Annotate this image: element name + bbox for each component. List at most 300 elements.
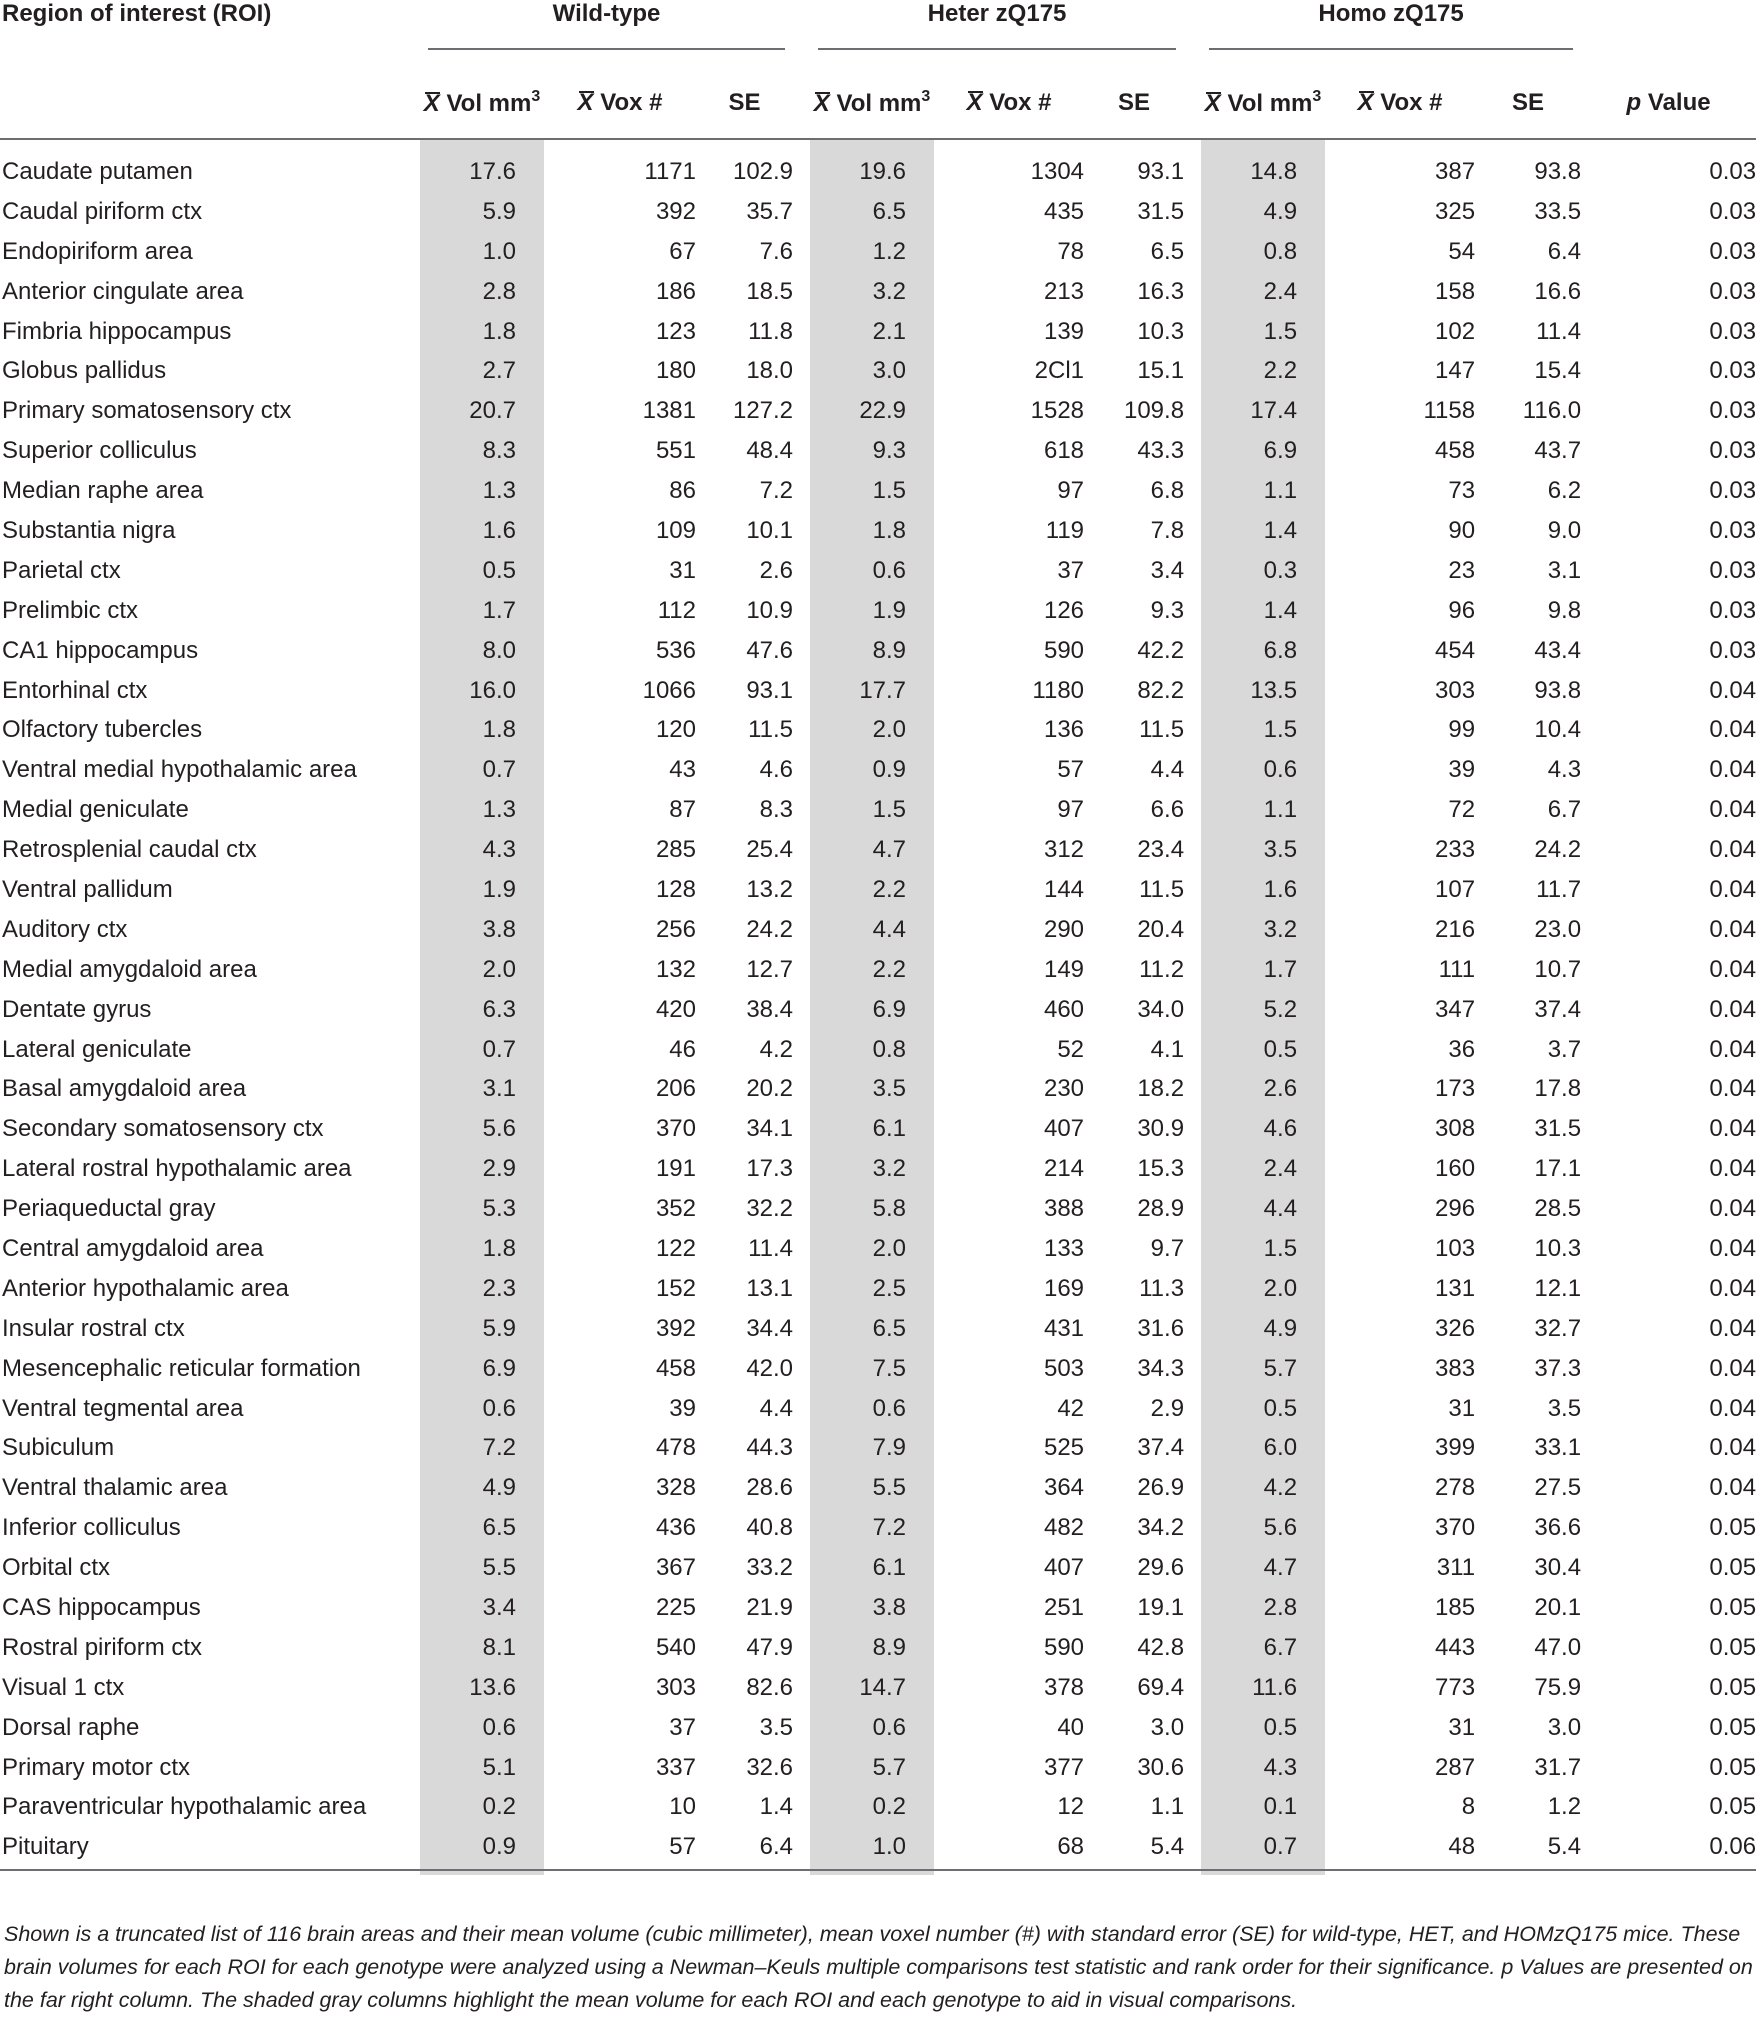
p-value-cell: 0.04 bbox=[1709, 1434, 1756, 1462]
wt-mean-vox-cell: 57 bbox=[669, 1833, 696, 1861]
het-mean-vol-cell: 1.8 bbox=[810, 511, 934, 551]
wt-se-cell: 32.6 bbox=[746, 1753, 794, 1781]
het-mean-vol-cell: 4.7 bbox=[810, 830, 934, 870]
wt-mean-vol-cell: 0.6 bbox=[420, 1389, 544, 1429]
het-mean-vol-cell: 2.1 bbox=[810, 312, 934, 352]
het-se-cell: 42.8 bbox=[1137, 1633, 1185, 1661]
het-mean-vox-cell: 2Cl1 bbox=[1034, 357, 1085, 385]
hom-se-cell: 33.1 bbox=[1534, 1434, 1582, 1462]
roi-name-cell: Basal amygdaloid area bbox=[2, 1075, 247, 1103]
p-value-cell: 0.04 bbox=[1709, 1155, 1756, 1183]
hom-mean-vol-cell: 6.7 bbox=[1201, 1628, 1325, 1668]
het-mean-vox-cell: 144 bbox=[1043, 875, 1085, 903]
wt-se-cell: 18.5 bbox=[746, 277, 794, 305]
hom-mean-vol-cell: 4.9 bbox=[1201, 1309, 1325, 1349]
hom-se-cell: 75.9 bbox=[1534, 1673, 1582, 1701]
het-mean-vox-cell: 1304 bbox=[1030, 157, 1085, 185]
het-mean-vox-cell: 230 bbox=[1043, 1075, 1085, 1103]
hom-mean-vox-cell: 31 bbox=[1448, 1713, 1476, 1741]
table-caption: Shown is a truncated list of 116 brain areas and their mean volume (cubic millimeter), mean voxel number (#) with standard error (SE) for wild-type, HET, and HOMzQ175 mice. These brain volumes for each ROI for each genotype were analyzed using a Newman–Keuls multiple comparisons test statistic and rank order for their significance. p Values are presented on the far right column. The shaded gray columns highlight the mean volume for each ROI and each genotype to aid in visual comparisons. bbox=[4, 1921, 1753, 2012]
hom-mean-vol-cell: 13.5 bbox=[1201, 671, 1325, 711]
roi-name-cell: Dorsal raphe bbox=[2, 1713, 140, 1741]
hom-mean-vox-cell: 48 bbox=[1448, 1833, 1476, 1861]
het-se-cell: 1.1 bbox=[1150, 1793, 1185, 1821]
table-bottom-rule bbox=[0, 1869, 1756, 1871]
p-value-cell: 0.04 bbox=[1709, 955, 1756, 983]
het-mean-vox-cell: 290 bbox=[1043, 915, 1085, 943]
mean-vol-header-wild-type bbox=[420, 68, 544, 139]
het-mean-vol-cell: 1.9 bbox=[810, 591, 934, 631]
het-mean-vox-cell: 312 bbox=[1043, 836, 1085, 864]
het-se-cell: 43.3 bbox=[1137, 437, 1185, 465]
roi-name-cell: Medial amygdaloid area bbox=[2, 955, 257, 983]
wt-mean-vox-cell: 112 bbox=[657, 596, 696, 624]
p-value-cell: 0.03 bbox=[1709, 596, 1756, 624]
group-header-row bbox=[0, 0, 1756, 68]
hom-mean-vox-cell: 102 bbox=[1435, 317, 1476, 345]
het-se-cell: 28.9 bbox=[1137, 1195, 1185, 1223]
het-se-cell: 11.3 bbox=[1139, 1274, 1185, 1302]
hom-se-cell: 1.2 bbox=[1547, 1793, 1582, 1821]
het-mean-vol-cell: 2.0 bbox=[810, 1229, 934, 1269]
het-mean-vox-cell: 407 bbox=[1043, 1115, 1085, 1143]
het-mean-vox-cell: 42 bbox=[1057, 1394, 1085, 1422]
het-mean-vol-cell: 1.2 bbox=[810, 232, 934, 272]
roi-name-cell: Auditory ctx bbox=[2, 915, 128, 943]
table-row bbox=[0, 1030, 1756, 1070]
het-mean-vol-cell: 3.2 bbox=[810, 272, 934, 312]
wt-se-cell: 28.6 bbox=[746, 1474, 794, 1502]
wt-mean-vox-cell: 191 bbox=[655, 1155, 696, 1183]
het-mean-vox-cell: 590 bbox=[1043, 636, 1085, 664]
hom-mean-vol-cell: 1.4 bbox=[1201, 591, 1325, 631]
table-row bbox=[0, 830, 1756, 870]
hom-mean-vol-cell: 17.4 bbox=[1201, 391, 1325, 431]
hom-mean-vox-cell: 458 bbox=[1435, 437, 1476, 465]
het-mean-vox-cell: 1528 bbox=[1030, 397, 1085, 425]
wt-mean-vol-cell: 2.9 bbox=[420, 1149, 544, 1189]
value-label: Value bbox=[1641, 89, 1711, 116]
hom-se-cell: 10.7 bbox=[1534, 955, 1582, 983]
het-mean-vox-cell: 169 bbox=[1043, 1274, 1085, 1302]
hom-mean-vol-cell: 1.1 bbox=[1201, 471, 1325, 511]
hom-mean-vox-cell: 99 bbox=[1448, 716, 1476, 744]
hom-mean-vox-cell: 326 bbox=[1435, 1314, 1476, 1342]
wt-se-cell: 10.9 bbox=[746, 596, 794, 624]
het-mean-vol-cell: 6.1 bbox=[810, 1109, 934, 1149]
het-mean-vox-cell: 214 bbox=[1043, 1155, 1085, 1183]
p-italic-label: p bbox=[1626, 89, 1642, 116]
het-mean-vox-cell: 435 bbox=[1043, 197, 1085, 225]
het-mean-vox-cell: 482 bbox=[1043, 1514, 1085, 1542]
wt-mean-vol-cell: 4.9 bbox=[420, 1468, 544, 1508]
mean-vox-header-homo-zq175 bbox=[1325, 68, 1475, 139]
p-value-cell: 0.04 bbox=[1709, 676, 1756, 704]
hom-mean-vol-cell: 0.5 bbox=[1201, 1030, 1325, 1070]
vox-label: Vox # bbox=[1380, 89, 1443, 116]
p-value-cell: 0.05 bbox=[1709, 1673, 1756, 1701]
wt-se-cell: 12.7 bbox=[746, 955, 794, 983]
wt-mean-vol-cell: 3.4 bbox=[420, 1588, 544, 1628]
hom-mean-vol-cell: 4.7 bbox=[1201, 1548, 1325, 1588]
het-se-cell: 34.3 bbox=[1137, 1354, 1185, 1382]
wt-mean-vol-cell: 6.9 bbox=[420, 1349, 544, 1389]
hom-mean-vox-cell: 72 bbox=[1448, 796, 1476, 824]
het-se-cell: 31.5 bbox=[1137, 197, 1185, 225]
het-se-cell: 82.2 bbox=[1137, 676, 1185, 704]
hom-se-cell: 24.2 bbox=[1534, 836, 1582, 864]
hom-mean-vox-cell: 131 bbox=[1435, 1274, 1476, 1302]
hom-mean-vox-cell: 147 bbox=[1435, 357, 1476, 385]
hom-mean-vox-cell: 23 bbox=[1448, 556, 1476, 584]
wt-mean-vol-cell: 2.8 bbox=[420, 272, 544, 312]
roi-name-cell: Entorhinal ctx bbox=[2, 676, 148, 704]
hom-se-cell: 116.0 bbox=[1522, 397, 1582, 425]
hom-mean-vol-cell: 0.3 bbox=[1201, 551, 1325, 591]
het-mean-vol-cell: 8.9 bbox=[810, 1628, 934, 1668]
p-value-cell: 0.03 bbox=[1709, 277, 1756, 305]
het-se-cell: 5.4 bbox=[1150, 1833, 1185, 1861]
table-row bbox=[0, 272, 1756, 312]
wt-mean-vol-cell: 8.3 bbox=[420, 431, 544, 471]
wt-mean-vox-cell: 46 bbox=[669, 1035, 696, 1063]
table-row bbox=[0, 511, 1756, 551]
wt-mean-vol-cell: 1.0 bbox=[420, 232, 544, 272]
het-mean-vox-cell: 364 bbox=[1043, 1474, 1085, 1502]
hom-se-cell: 16.6 bbox=[1534, 277, 1582, 305]
roi-name-cell: Medial geniculate bbox=[2, 796, 189, 824]
het-mean-vox-cell: 149 bbox=[1043, 955, 1085, 983]
roi-name-cell: Ventral pallidum bbox=[2, 875, 173, 903]
table-row bbox=[0, 1548, 1756, 1588]
wt-se-cell: 24.2 bbox=[746, 915, 794, 943]
roi-name-cell: Ventral tegmental area bbox=[2, 1394, 244, 1422]
hom-mean-vox-cell: 387 bbox=[1435, 157, 1476, 185]
hom-se-cell: 27.5 bbox=[1534, 1474, 1582, 1502]
wt-mean-vox-cell: 392 bbox=[655, 197, 696, 225]
hom-se-cell: 93.8 bbox=[1534, 676, 1582, 704]
hom-mean-vol-cell: 0.7 bbox=[1201, 1827, 1325, 1875]
wt-se-cell: 3.5 bbox=[759, 1713, 794, 1741]
hom-mean-vol-cell: 2.6 bbox=[1201, 1069, 1325, 1109]
vol-unit-superscript: 3 bbox=[1312, 88, 1322, 105]
vol-label: Vol mm bbox=[446, 90, 532, 117]
hom-mean-vol-cell: 6.9 bbox=[1201, 431, 1325, 471]
het-mean-vol-cell: 5.5 bbox=[810, 1468, 934, 1508]
xbar-symbol: X bbox=[577, 89, 594, 116]
wt-se-cell: 4.6 bbox=[759, 756, 794, 784]
hom-mean-vol-cell: 14.8 bbox=[1201, 139, 1325, 192]
hom-mean-vox-cell: 1158 bbox=[1423, 397, 1476, 425]
het-mean-vol-cell: 0.2 bbox=[810, 1788, 934, 1828]
wt-se-cell: 127.2 bbox=[732, 397, 794, 425]
wt-mean-vol-cell: 7.2 bbox=[420, 1429, 544, 1469]
het-mean-vox-cell: 618 bbox=[1043, 437, 1085, 465]
hom-mean-vox-cell: 36 bbox=[1448, 1035, 1476, 1063]
hom-se-cell: 32.7 bbox=[1534, 1314, 1582, 1342]
wt-mean-vol-cell: 13.6 bbox=[420, 1668, 544, 1708]
sub-header-row bbox=[0, 68, 1756, 139]
p-value-cell: 0.05 bbox=[1709, 1594, 1756, 1621]
table-row bbox=[0, 1229, 1756, 1269]
xbar-symbol: X bbox=[1357, 89, 1374, 116]
p-value-cell: 0.03 bbox=[1709, 477, 1756, 505]
het-se-cell: 37.4 bbox=[1137, 1434, 1185, 1462]
het-se-cell: 18.2 bbox=[1137, 1075, 1185, 1103]
wt-se-cell: 25.4 bbox=[746, 836, 794, 864]
hom-mean-vox-cell: 173 bbox=[1435, 1075, 1476, 1103]
wt-se-cell: 7.2 bbox=[759, 477, 794, 505]
hom-se-cell: 20.1 bbox=[1534, 1594, 1582, 1621]
hom-mean-vox-cell: 278 bbox=[1435, 1474, 1476, 1502]
het-se-cell: 11.2 bbox=[1139, 955, 1185, 983]
hom-mean-vol-cell: 0.8 bbox=[1201, 232, 1325, 272]
group-header-wild-type: Wild-type bbox=[428, 0, 785, 50]
wt-se-cell: 82.6 bbox=[746, 1673, 794, 1701]
wt-mean-vox-cell: 1066 bbox=[642, 676, 696, 704]
het-mean-vox-cell: 12 bbox=[1057, 1793, 1085, 1821]
table-body bbox=[0, 139, 1756, 1875]
het-mean-vol-cell: 3.0 bbox=[810, 351, 934, 391]
het-se-cell: 9.3 bbox=[1150, 596, 1185, 624]
wt-se-cell: 33.2 bbox=[746, 1554, 794, 1582]
wt-se-cell: 40.8 bbox=[746, 1514, 794, 1542]
hom-mean-vox-cell: 160 bbox=[1435, 1155, 1476, 1183]
wt-mean-vox-cell: 536 bbox=[655, 636, 696, 664]
table-row bbox=[0, 1588, 1756, 1628]
wt-mean-vox-cell: 120 bbox=[655, 716, 696, 744]
wt-se-cell: 11.5 bbox=[748, 716, 794, 744]
table-row bbox=[0, 790, 1756, 830]
hom-se-cell: 17.8 bbox=[1534, 1075, 1582, 1103]
wt-mean-vol-cell: 1.3 bbox=[420, 790, 544, 830]
wt-mean-vox-cell: 109 bbox=[655, 516, 696, 544]
het-mean-vol-cell: 1.0 bbox=[810, 1827, 934, 1875]
wt-se-cell: 21.9 bbox=[746, 1594, 794, 1621]
het-mean-vol-cell: 5.7 bbox=[810, 1748, 934, 1788]
p-value-cell: 0.05 bbox=[1709, 1514, 1756, 1542]
wt-mean-vox-cell: 1381 bbox=[642, 397, 696, 425]
roi-name-cell: Anterior cingulate area bbox=[2, 277, 244, 305]
wt-mean-vol-cell: 5.6 bbox=[420, 1109, 544, 1149]
het-mean-vox-cell: 431 bbox=[1043, 1314, 1085, 1342]
roi-name-cell: Central amygdaloid area bbox=[2, 1234, 264, 1262]
xbar-symbol: X bbox=[1204, 90, 1221, 117]
roi-name-cell: Orbital ctx bbox=[2, 1554, 111, 1582]
wt-se-cell: 13.1 bbox=[746, 1274, 794, 1302]
het-mean-vol-cell: 6.9 bbox=[810, 990, 934, 1030]
p-value-cell: 0.05 bbox=[1709, 1633, 1756, 1661]
p-value-cell: 0.04 bbox=[1709, 1474, 1756, 1502]
het-se-cell: 11.5 bbox=[1139, 716, 1185, 744]
hom-se-cell: 30.4 bbox=[1534, 1554, 1582, 1582]
p-value-cell: 0.04 bbox=[1709, 1195, 1756, 1223]
wt-se-cell: 7.6 bbox=[759, 237, 794, 265]
het-mean-vox-cell: 68 bbox=[1057, 1833, 1085, 1861]
wt-se-cell: 6.4 bbox=[759, 1833, 794, 1861]
wt-mean-vox-cell: 37 bbox=[669, 1713, 696, 1741]
het-mean-vox-cell: 377 bbox=[1043, 1753, 1085, 1781]
p-value-cell: 0.05 bbox=[1709, 1554, 1756, 1582]
wt-se-cell: 4.4 bbox=[759, 1394, 794, 1422]
wt-mean-vol-cell: 5.9 bbox=[420, 192, 544, 232]
xbar-symbol: X bbox=[423, 90, 440, 117]
het-se-cell: 6.6 bbox=[1150, 796, 1185, 824]
hom-mean-vol-cell: 3.2 bbox=[1201, 910, 1325, 950]
table-row bbox=[0, 950, 1756, 990]
table-row bbox=[0, 1149, 1756, 1189]
hom-mean-vol-cell: 4.4 bbox=[1201, 1189, 1325, 1229]
p-value-cell: 0.04 bbox=[1709, 1274, 1756, 1302]
hom-mean-vol-cell: 4.9 bbox=[1201, 192, 1325, 232]
roi-name-cell: Lateral rostral hypothalamic area bbox=[2, 1155, 352, 1183]
roi-name-cell: Endopiriform area bbox=[2, 237, 193, 265]
roi-name-cell: Visual 1 ctx bbox=[2, 1673, 125, 1701]
roi-name-cell: Prelimbic ctx bbox=[2, 596, 139, 624]
roi-name-cell: Pituitary bbox=[2, 1833, 89, 1861]
het-se-cell: 10.3 bbox=[1137, 317, 1185, 345]
roi-name-cell: Superior colliculus bbox=[2, 437, 197, 465]
wt-mean-vox-cell: 128 bbox=[655, 875, 696, 903]
table-row bbox=[0, 750, 1756, 790]
hom-mean-vox-cell: 399 bbox=[1435, 1434, 1476, 1462]
hom-mean-vox-cell: 107 bbox=[1435, 875, 1476, 903]
table-row bbox=[0, 1309, 1756, 1349]
p-value-cell: 0.04 bbox=[1709, 995, 1756, 1023]
het-mean-vol-cell: 8.9 bbox=[810, 631, 934, 671]
het-se-cell: 69.4 bbox=[1137, 1673, 1185, 1701]
het-mean-vox-cell: 52 bbox=[1057, 1035, 1085, 1063]
wt-mean-vox-cell: 367 bbox=[655, 1554, 696, 1582]
roi-name-cell: Olfactory tubercles bbox=[2, 716, 203, 744]
het-se-cell: 19.1 bbox=[1137, 1594, 1185, 1621]
het-se-cell: 42.2 bbox=[1137, 636, 1185, 664]
p-value-cell: 0.06 bbox=[1709, 1833, 1756, 1861]
hom-se-cell: 6.4 bbox=[1547, 237, 1582, 265]
het-mean-vol-cell: 3.5 bbox=[810, 1069, 934, 1109]
wt-mean-vox-cell: 478 bbox=[655, 1434, 696, 1462]
wt-mean-vol-cell: 8.1 bbox=[420, 1628, 544, 1668]
wt-mean-vol-cell: 8.0 bbox=[420, 631, 544, 671]
table-row bbox=[0, 391, 1756, 431]
roi-name-cell: Secondary somatosensory ctx bbox=[2, 1115, 324, 1143]
hom-se-cell: 47.0 bbox=[1534, 1633, 1582, 1661]
hom-se-cell: 11.7 bbox=[1536, 875, 1582, 903]
wt-mean-vox-cell: 352 bbox=[655, 1195, 696, 1223]
roi-name-cell: Caudal piriform ctx bbox=[2, 197, 203, 225]
het-mean-vol-cell: 0.8 bbox=[810, 1030, 934, 1070]
het-se-cell: 15.1 bbox=[1137, 357, 1185, 385]
hom-se-cell: 37.4 bbox=[1534, 995, 1582, 1023]
hom-se-cell: 31.5 bbox=[1534, 1115, 1582, 1143]
het-mean-vox-cell: 78 bbox=[1057, 237, 1085, 265]
wt-mean-vol-cell: 5.3 bbox=[420, 1189, 544, 1229]
het-mean-vox-cell: 251 bbox=[1043, 1594, 1085, 1621]
wt-mean-vol-cell: 2.3 bbox=[420, 1269, 544, 1309]
p-value-cell: 0.05 bbox=[1709, 1753, 1756, 1781]
hom-mean-vox-cell: 39 bbox=[1448, 756, 1476, 784]
het-mean-vol-cell: 7.5 bbox=[810, 1349, 934, 1389]
roi-name-cell: Periaqueductal gray bbox=[2, 1195, 216, 1223]
het-mean-vol-cell: 17.7 bbox=[810, 671, 934, 711]
het-mean-vol-cell: 0.6 bbox=[810, 551, 934, 591]
table-row bbox=[0, 1508, 1756, 1548]
het-se-cell: 26.9 bbox=[1137, 1474, 1185, 1502]
wt-se-cell: 32.2 bbox=[746, 1195, 794, 1223]
table-row bbox=[0, 671, 1756, 711]
wt-mean-vox-cell: 132 bbox=[655, 955, 696, 983]
het-mean-vol-cell: 1.5 bbox=[810, 471, 934, 511]
het-mean-vox-cell: 40 bbox=[1057, 1713, 1085, 1741]
wt-se-cell: 34.1 bbox=[746, 1115, 794, 1143]
het-se-cell: 15.3 bbox=[1137, 1155, 1185, 1183]
hom-mean-vol-cell: 2.8 bbox=[1201, 1588, 1325, 1628]
roi-name-cell: Fimbria hippocampus bbox=[2, 317, 232, 345]
het-mean-vox-cell: 525 bbox=[1043, 1434, 1085, 1462]
table-row bbox=[0, 1628, 1756, 1668]
wt-se-cell: 35.7 bbox=[746, 197, 794, 225]
wt-mean-vol-cell: 5.5 bbox=[420, 1548, 544, 1588]
wt-mean-vol-cell: 5.9 bbox=[420, 1309, 544, 1349]
hom-mean-vol-cell: 11.6 bbox=[1201, 1668, 1325, 1708]
het-mean-vol-cell: 7.2 bbox=[810, 1508, 934, 1548]
hom-mean-vox-cell: 158 bbox=[1435, 277, 1476, 305]
hom-mean-vox-cell: 90 bbox=[1448, 516, 1476, 544]
roi-name-cell: Ventral medial hypothalamic area bbox=[2, 756, 357, 784]
het-mean-vox-cell: 407 bbox=[1043, 1554, 1085, 1582]
het-mean-vol-cell: 4.4 bbox=[810, 910, 934, 950]
hom-mean-vol-cell: 1.5 bbox=[1201, 312, 1325, 352]
hom-mean-vox-cell: 8 bbox=[1461, 1793, 1476, 1821]
wt-mean-vol-cell: 3.8 bbox=[420, 910, 544, 950]
wt-mean-vol-cell: 1.9 bbox=[420, 870, 544, 910]
wt-mean-vox-cell: 86 bbox=[669, 477, 696, 505]
het-se-cell: 11.5 bbox=[1139, 875, 1185, 903]
het-mean-vox-cell: 119 bbox=[1045, 516, 1085, 544]
roi-name-cell: Globus pallidus bbox=[2, 357, 167, 385]
het-se-cell: 109.8 bbox=[1123, 397, 1185, 425]
het-mean-vol-cell: 6.5 bbox=[810, 192, 934, 232]
table-row bbox=[0, 1189, 1756, 1229]
hom-mean-vol-cell: 1.6 bbox=[1201, 870, 1325, 910]
het-mean-vol-cell: 2.0 bbox=[810, 710, 934, 750]
table-row bbox=[0, 990, 1756, 1030]
wt-mean-vol-cell: 4.3 bbox=[420, 830, 544, 870]
wt-mean-vox-cell: 337 bbox=[655, 1753, 696, 1781]
wt-mean-vox-cell: 225 bbox=[655, 1594, 696, 1621]
hom-mean-vol-cell: 5.2 bbox=[1201, 990, 1325, 1030]
table-row bbox=[0, 1668, 1756, 1708]
het-mean-vox-cell: 126 bbox=[1043, 596, 1085, 624]
hom-mean-vol-cell: 0.5 bbox=[1201, 1389, 1325, 1429]
wt-mean-vox-cell: 31 bbox=[669, 556, 696, 584]
hom-se-cell: 5.4 bbox=[1547, 1833, 1582, 1861]
hom-mean-vox-cell: 325 bbox=[1435, 197, 1476, 225]
het-mean-vol-cell: 1.5 bbox=[810, 790, 934, 830]
het-mean-vox-cell: 590 bbox=[1043, 1633, 1085, 1661]
xbar-symbol: X bbox=[813, 90, 830, 117]
het-mean-vox-cell: 388 bbox=[1043, 1195, 1085, 1223]
table-row bbox=[0, 312, 1756, 352]
hom-se-cell: 17.1 bbox=[1534, 1155, 1582, 1183]
xbar-symbol: X bbox=[966, 89, 983, 116]
table-row bbox=[0, 471, 1756, 511]
vol-unit-superscript: 3 bbox=[531, 88, 541, 105]
het-mean-vol-cell: 3.2 bbox=[810, 1149, 934, 1189]
table-row bbox=[0, 431, 1756, 471]
wt-se-cell: 47.6 bbox=[746, 636, 794, 664]
het-se-cell: 93.1 bbox=[1137, 157, 1185, 185]
